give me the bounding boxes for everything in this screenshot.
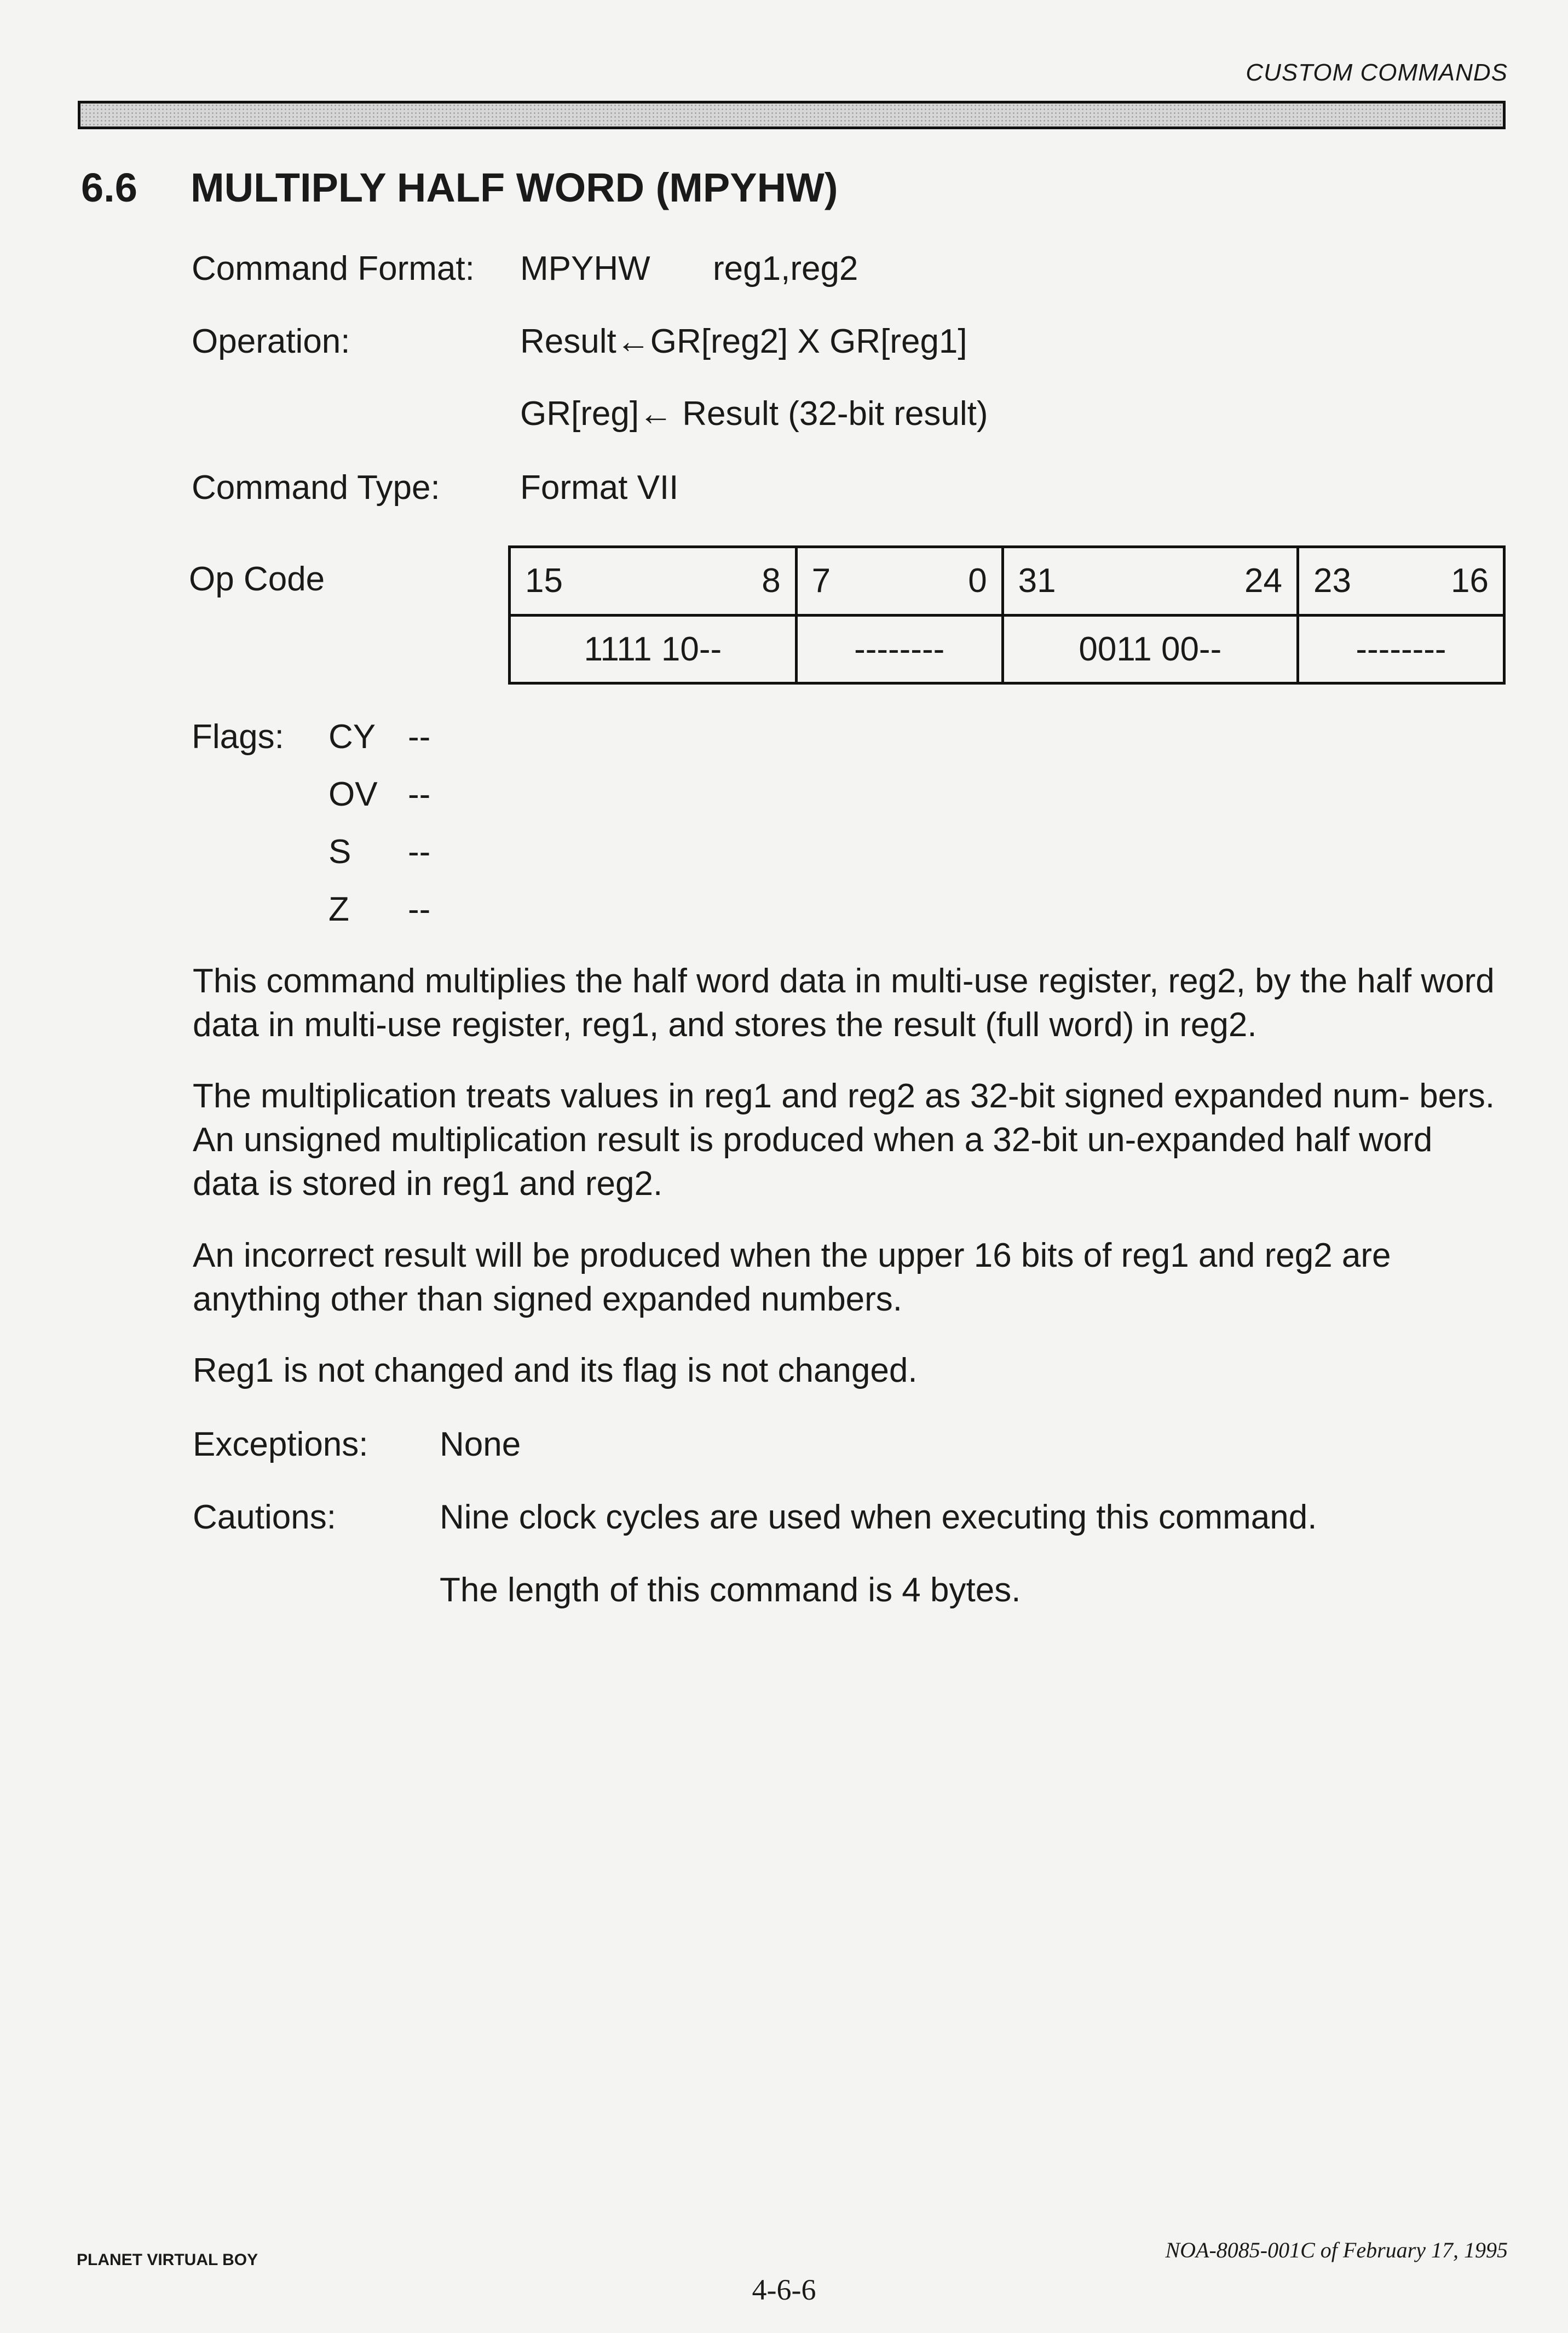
header-bar (78, 101, 1506, 129)
command-mnemonic: MPYHW (520, 250, 650, 288)
command-format-label: Command Format: (192, 250, 475, 288)
section-title-text: MULTIPLY HALF WORD (MPYHW) (191, 165, 838, 210)
bit-lo: 8 (762, 562, 781, 600)
description-paragraph: Reg1 is not changed and its flag is not changed. (193, 1352, 918, 1389)
bit-lo: 0 (968, 562, 987, 600)
bit-hi: 23 (1313, 562, 1351, 600)
exceptions-value: None (440, 1426, 521, 1463)
command-type-label: Command Type: (192, 469, 440, 507)
opcode-label: Op Code (189, 560, 325, 598)
flag-value: -- (408, 718, 431, 756)
operation-label: Operation: (192, 323, 350, 360)
cautions-line-2: The length of this command is 4 bytes. (440, 1571, 1021, 1609)
flag-name: CY (328, 718, 376, 756)
running-header: CUSTOM COMMANDS (1246, 59, 1508, 86)
bit-lo: 16 (1451, 562, 1489, 600)
bit-hi: 7 (811, 562, 831, 600)
description-paragraph: An incorrect result will be produced when the upper 16 bits of reg1 and reg2 are anything other than signed expanded numbers. (193, 1237, 1391, 1318)
exceptions-label: Exceptions: (193, 1426, 368, 1463)
cautions-line-1: Nine clock cycles are used when executing this command. (440, 1498, 1317, 1536)
operation-line-2: GR[reg]← Result (32-bit result) (520, 395, 988, 433)
page-number: 4-6-6 (752, 2273, 816, 2306)
flag-name: Z (328, 890, 349, 928)
bit-hi: 31 (1018, 562, 1056, 600)
opcode-value-row (510, 615, 1504, 683)
cautions-label: Cautions: (193, 1498, 336, 1536)
opcode-bits-15-8 (510, 547, 797, 616)
flags-label: Flags: (192, 718, 284, 756)
command-operands: reg1,reg2 (713, 250, 858, 288)
flag-name: OV (328, 775, 378, 813)
description-paragraph: This command multiplies the half word data in multi-use register, reg2, by the half word data in multi-use register, reg1, and stores the result (full word) in reg2. (193, 962, 1495, 1044)
section-title (81, 164, 838, 211)
flag-value: -- (408, 890, 431, 928)
description-paragraph: The multiplication treats values in reg1 and reg2 as 32-bit signed expanded num- bers. An unsigned multiplication result is produced when a 32-bit un-expanded half word data is stored in reg1 and reg2. (193, 1077, 1495, 1203)
footer-publication: PLANET VIRTUAL BOY (77, 2251, 258, 2269)
opcode-value: -------- (1298, 615, 1504, 683)
opcode-bits-23-16 (1298, 547, 1504, 616)
bit-lo: 24 (1244, 562, 1282, 600)
opcode-value: 1111 10-- (510, 615, 797, 683)
opcode-bits-31-24 (1002, 547, 1298, 616)
footer-document-id: NOA-8085-001C of February 17, 1995 (1165, 2238, 1508, 2262)
flag-name: S (328, 833, 351, 871)
operation-line-1: Result←GR[reg2] X GR[reg1] (520, 323, 967, 360)
section-number: 6.6 (81, 165, 137, 210)
command-type-value: Format VII (520, 469, 679, 507)
opcode-bit-row (510, 547, 1504, 616)
opcode-value: 0011 00-- (1002, 615, 1298, 683)
opcode-value: -------- (796, 615, 1002, 683)
bit-hi: 15 (525, 562, 563, 600)
opcode-table (508, 545, 1506, 685)
flag-value: -- (408, 833, 431, 871)
flag-value: -- (408, 775, 431, 813)
opcode-bits-7-0 (796, 547, 1002, 616)
